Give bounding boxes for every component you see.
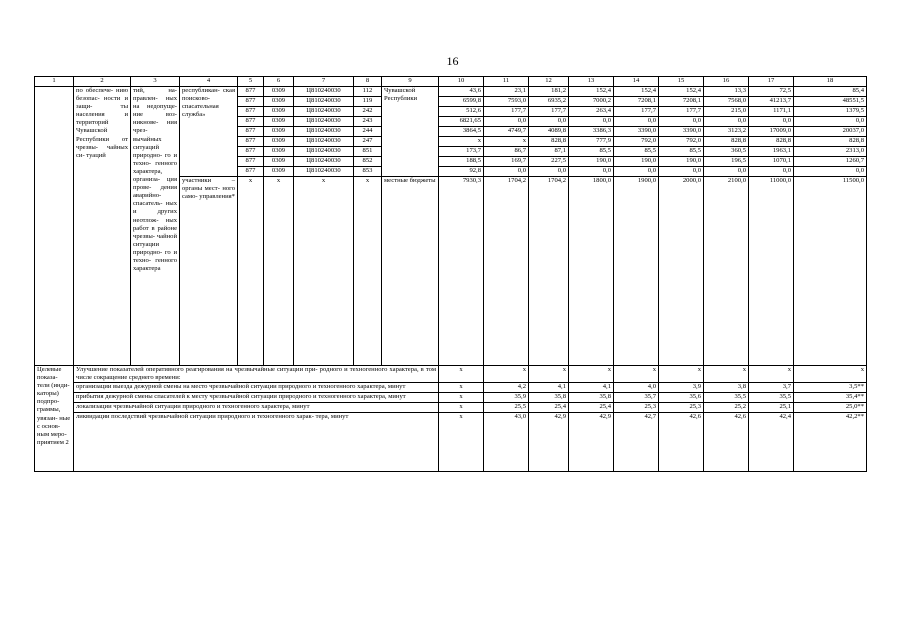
value-cell: 42,4 xyxy=(749,413,794,472)
header-cell: 15 xyxy=(659,77,704,87)
value-cell: 1171,1 xyxy=(749,107,794,117)
value-cell: 6935,2 xyxy=(529,97,569,107)
code-cell: 0309 xyxy=(264,137,294,147)
measure-detail: тий, на- правлен- ных на недопуще- ние воз- никнове- ния чрез- вычайных ситуаций природно- го и техно- генного характера, организа- ция прове- дения аварийно- спасатель- ных и других неотлож- ных работ в районе чрезвы- чайной ситуации природно- го и техно- генного характера xyxy=(131,87,180,366)
code-cell: 877 xyxy=(238,87,264,97)
value-cell: 1704,2 xyxy=(529,177,569,366)
value-cell: 3,7 xyxy=(749,383,794,393)
value-cell: 0,0 xyxy=(794,167,867,177)
value-cell: 42,6 xyxy=(659,413,704,472)
value-cell: 85,5 xyxy=(659,147,704,157)
value-cell: 2100,0 xyxy=(704,177,749,366)
value-cell: 227,5 xyxy=(529,157,569,167)
value-cell: 1900,0 xyxy=(614,177,659,366)
value-cell: 152,4 xyxy=(569,87,614,97)
header-cell: 17 xyxy=(749,77,794,87)
value-cell: 7208,1 xyxy=(614,97,659,107)
value-cell: 42,2** xyxy=(794,413,867,472)
value-cell: 25,0** xyxy=(794,403,867,413)
header-cell: 18 xyxy=(794,77,867,87)
value-cell: 35,5 xyxy=(704,393,749,403)
value-cell: 35,7 xyxy=(614,393,659,403)
header-cell: 12 xyxy=(529,77,569,87)
value-cell: 4089,8 xyxy=(529,127,569,137)
value-cell: 4,1 xyxy=(569,383,614,393)
value-cell: 6821,65 xyxy=(439,117,484,127)
value-cell: 1260,7 xyxy=(794,157,867,167)
value-cell: 42,6 xyxy=(704,413,749,472)
value-cell: 35,9 xyxy=(484,393,529,403)
value-cell: 2313,0 xyxy=(794,147,867,157)
indicator-intro: Улучшение показателей оперативного реагирования на чрезвычайные ситуации при- родного и техногенного характера, в том числе сокращение среднего времени: xyxy=(74,366,439,383)
value-cell: 35,6 xyxy=(659,393,704,403)
code-cell: 0309 xyxy=(264,107,294,117)
table-row xyxy=(35,393,867,403)
value-cell: x xyxy=(264,177,294,366)
indicators-label: Целевые показа- тели (инди- каторы) подпро- граммы, увязан- ные с основ- ным меро- приятием 2 xyxy=(35,366,74,472)
value-cell: 92,8 xyxy=(439,167,484,177)
header-cell: 16 xyxy=(704,77,749,87)
value-cell: 792,0 xyxy=(614,137,659,147)
value-cell: 828,8 xyxy=(794,137,867,147)
value-cell: 4749,7 xyxy=(484,127,529,137)
code-cell: Ц810240030 xyxy=(294,107,354,117)
code-cell: 0309 xyxy=(264,127,294,137)
value-cell: 173,7 xyxy=(439,147,484,157)
value-cell: x xyxy=(439,383,484,393)
value-cell: 35,5 xyxy=(749,393,794,403)
value-cell: 196,5 xyxy=(704,157,749,167)
value-cell: x xyxy=(794,366,867,383)
code-cell: 0309 xyxy=(264,147,294,157)
code-cell: 119 xyxy=(354,97,382,107)
indicator-text: локализации чрезвычайной ситуации природного и техногенного характера, минут xyxy=(74,403,439,413)
value-cell: 4,0 xyxy=(614,383,659,393)
value-cell: 35,8 xyxy=(529,393,569,403)
value-cell: 0,0 xyxy=(749,117,794,127)
value-cell: x xyxy=(749,366,794,383)
header-cell: 14 xyxy=(614,77,659,87)
value-cell: 86,7 xyxy=(484,147,529,157)
indicator-text: организации выезда дежурной смены на место чрезвычайной ситуации природного и техногенного характера, минут xyxy=(74,383,439,393)
value-cell: 0,0 xyxy=(484,117,529,127)
value-cell: 190,0 xyxy=(614,157,659,167)
value-cell: 25,3 xyxy=(659,403,704,413)
value-cell: 43,6 xyxy=(439,87,484,97)
value-cell: 792,0 xyxy=(659,137,704,147)
header-cell: 6 xyxy=(264,77,294,87)
value-cell: 25,5 xyxy=(484,403,529,413)
code-cell: Ц810240030 xyxy=(294,87,354,97)
value-cell: 0,0 xyxy=(569,117,614,127)
value-cell: 512,6 xyxy=(439,107,484,117)
header-cell: 8 xyxy=(354,77,382,87)
value-cell: 3864,5 xyxy=(439,127,484,137)
value-cell: 85,4 xyxy=(794,87,867,97)
code-cell: 877 xyxy=(238,147,264,157)
value-cell: 87,1 xyxy=(529,147,569,157)
funding-source: Чувашской Республики xyxy=(382,87,439,177)
code-cell: 247 xyxy=(354,137,382,147)
value-cell: 6599,8 xyxy=(439,97,484,107)
value-cell: 35,4** xyxy=(794,393,867,403)
value-cell: 7568,0 xyxy=(704,97,749,107)
executor-cell: республикан- ская поисково- спасательная служба» xyxy=(180,87,238,177)
value-cell: 188,5 xyxy=(439,157,484,167)
value-cell: 25,4 xyxy=(569,403,614,413)
value-cell: x xyxy=(294,177,354,366)
header-cell: 11 xyxy=(484,77,529,87)
table-row xyxy=(35,366,867,383)
code-cell: 877 xyxy=(238,117,264,127)
value-cell: 17009,0 xyxy=(749,127,794,137)
value-cell: 263,4 xyxy=(569,107,614,117)
value-cell: 190,0 xyxy=(659,157,704,167)
header-cell: 5 xyxy=(238,77,264,87)
value-cell: x xyxy=(439,393,484,403)
value-cell: 181,2 xyxy=(529,87,569,97)
value-cell: 0,0 xyxy=(484,167,529,177)
value-cell: x xyxy=(529,366,569,383)
value-cell: 25,1 xyxy=(749,403,794,413)
value-cell: 0,0 xyxy=(704,117,749,127)
value-cell: 1963,1 xyxy=(749,147,794,157)
table-row xyxy=(35,383,867,393)
header-cell: 1 xyxy=(35,77,74,87)
value-cell: 35,8 xyxy=(569,393,614,403)
value-cell: 13,3 xyxy=(704,87,749,97)
value-cell: 0,0 xyxy=(569,167,614,177)
header-cell: 10 xyxy=(439,77,484,87)
header-row xyxy=(35,77,867,87)
value-cell: x xyxy=(659,366,704,383)
value-cell: 25,4 xyxy=(529,403,569,413)
value-cell: 48551,5 xyxy=(794,97,867,107)
value-cell: 7593,0 xyxy=(484,97,529,107)
code-cell: 243 xyxy=(354,117,382,127)
code-cell: 0309 xyxy=(264,167,294,177)
value-cell: x xyxy=(484,137,529,147)
value-cell: x xyxy=(704,366,749,383)
header-cell: 9 xyxy=(382,77,439,87)
value-cell: 0,0 xyxy=(614,167,659,177)
value-cell: 3386,3 xyxy=(569,127,614,137)
code-cell: 852 xyxy=(354,157,382,167)
value-cell: 3390,0 xyxy=(659,127,704,137)
code-cell: 0309 xyxy=(264,157,294,167)
value-cell: 42,9 xyxy=(529,413,569,472)
value-cell: 152,4 xyxy=(614,87,659,97)
value-cell: 7208,1 xyxy=(659,97,704,107)
header-cell: 2 xyxy=(74,77,131,87)
value-cell: 11500,0 xyxy=(794,177,867,366)
participants-label: участники – органы мест- ного само- управления* xyxy=(180,177,238,366)
value-cell: 20037,0 xyxy=(794,127,867,137)
code-cell: 0309 xyxy=(264,97,294,107)
value-cell: 3,5** xyxy=(794,383,867,393)
value-cell: 1070,1 xyxy=(749,157,794,167)
value-cell: 152,4 xyxy=(659,87,704,97)
code-cell: 877 xyxy=(238,107,264,117)
code-cell: 0309 xyxy=(264,87,294,97)
code-cell: 112 xyxy=(354,87,382,97)
value-cell: 25,2 xyxy=(704,403,749,413)
header-cell: 3 xyxy=(131,77,180,87)
value-cell: 1800,0 xyxy=(569,177,614,366)
value-cell: 85,5 xyxy=(614,147,659,157)
value-cell: 190,0 xyxy=(569,157,614,167)
budget-table xyxy=(34,76,867,472)
value-cell: 11000,0 xyxy=(749,177,794,366)
value-cell: 177,7 xyxy=(614,107,659,117)
value-cell: 169,7 xyxy=(484,157,529,167)
value-cell: 777,9 xyxy=(569,137,614,147)
header-cell: 4 xyxy=(180,77,238,87)
value-cell: 828,8 xyxy=(704,137,749,147)
value-cell: 0,0 xyxy=(529,167,569,177)
value-cell: 43,0 xyxy=(484,413,529,472)
code-cell: Ц810240030 xyxy=(294,127,354,137)
value-cell: x xyxy=(439,403,484,413)
indicator-text: прибытия дежурной смены спасателей к месту чрезвычайной ситуации природного и техногенного характера, минут xyxy=(74,393,439,403)
value-cell: 0,0 xyxy=(529,117,569,127)
value-cell: 3123,2 xyxy=(704,127,749,137)
measure-description: по обеспече- нию безопас- ности и защи- ты населения и территорий Чувашской Республики от чрезвы- чайных си- туаций xyxy=(74,87,131,366)
header-cell: 13 xyxy=(569,77,614,87)
value-cell: 360,5 xyxy=(704,147,749,157)
col1-cell xyxy=(35,87,74,366)
code-cell: 853 xyxy=(354,167,382,177)
value-cell: 42,9 xyxy=(569,413,614,472)
code-cell: 877 xyxy=(238,137,264,147)
value-cell: 0,0 xyxy=(704,167,749,177)
value-cell: x xyxy=(439,366,484,383)
value-cell: 828,8 xyxy=(749,137,794,147)
code-cell: 244 xyxy=(354,127,382,137)
code-cell: Ц810240030 xyxy=(294,137,354,147)
page-number: 16 xyxy=(446,54,459,68)
value-cell: 85,5 xyxy=(569,147,614,157)
value-cell: 177,7 xyxy=(484,107,529,117)
value-cell: 0,0 xyxy=(794,117,867,127)
value-cell: 215,0 xyxy=(704,107,749,117)
indicator-text: ликвидации последствий чрезвычайной ситуации природного и техногенного харак- тера, минут xyxy=(74,413,439,472)
value-cell: 41213,7 xyxy=(749,97,794,107)
value-cell: x xyxy=(439,413,484,472)
value-cell: 1704,2 xyxy=(484,177,529,366)
code-cell: 877 xyxy=(238,167,264,177)
code-cell: Ц810240030 xyxy=(294,117,354,127)
value-cell: x xyxy=(614,366,659,383)
value-cell: 25,3 xyxy=(614,403,659,413)
table-row xyxy=(35,87,867,97)
code-cell: Ц810240030 xyxy=(294,167,354,177)
value-cell: 2000,0 xyxy=(659,177,704,366)
code-cell: 0309 xyxy=(264,117,294,127)
value-cell: 0,0 xyxy=(659,117,704,127)
code-cell: Ц810240030 xyxy=(294,147,354,157)
value-cell: 72,5 xyxy=(749,87,794,97)
value-cell: x xyxy=(484,366,529,383)
value-cell: 4,2 xyxy=(484,383,529,393)
value-cell: 3,9 xyxy=(659,383,704,393)
value-cell: 177,7 xyxy=(529,107,569,117)
table-row xyxy=(35,403,867,413)
value-cell: x xyxy=(238,177,264,366)
value-cell: 1379,5 xyxy=(794,107,867,117)
code-cell: Ц810240030 xyxy=(294,157,354,167)
value-cell: 42,7 xyxy=(614,413,659,472)
code-cell: Ц810240030 xyxy=(294,97,354,107)
code-cell: 877 xyxy=(238,97,264,107)
value-cell: 177,7 xyxy=(659,107,704,117)
value-cell: 0,0 xyxy=(749,167,794,177)
code-cell: 851 xyxy=(354,147,382,157)
code-cell: 877 xyxy=(238,127,264,137)
value-cell: 3,8 xyxy=(704,383,749,393)
value-cell: x xyxy=(439,137,484,147)
value-cell: 7000,2 xyxy=(569,97,614,107)
value-cell: x xyxy=(569,366,614,383)
value-cell: 828,8 xyxy=(529,137,569,147)
value-cell: 3390,0 xyxy=(614,127,659,137)
value-cell: 23,1 xyxy=(484,87,529,97)
value-cell: 0,0 xyxy=(659,167,704,177)
header-cell: 7 xyxy=(294,77,354,87)
value-cell: x xyxy=(354,177,382,366)
table-row xyxy=(35,413,867,472)
value-cell: 7930,3 xyxy=(439,177,484,366)
value-cell: 4,1 xyxy=(529,383,569,393)
code-cell: 877 xyxy=(238,157,264,167)
value-cell: 0,0 xyxy=(614,117,659,127)
funding-source: местные бюджеты xyxy=(382,177,439,366)
code-cell: 242 xyxy=(354,107,382,117)
